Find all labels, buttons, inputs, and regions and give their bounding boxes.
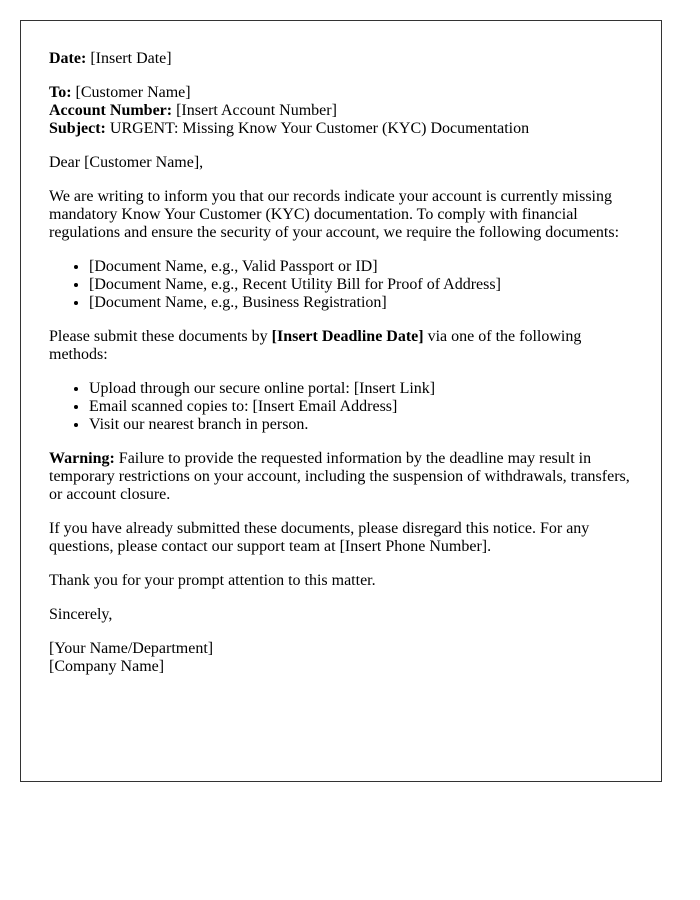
to-value: [Customer Name]	[75, 84, 191, 101]
signature-name: [Your Name/Department]	[49, 640, 214, 657]
deadline: [Insert Deadline Date]	[271, 328, 424, 345]
warning-label: Warning:	[49, 450, 115, 467]
intro-paragraph: We are writing to inform you that our records indicate your account is currently missing mandatory Know Your Customer (KYC) documentation. To comply with financial regulations and ensure the security of your account, we require the following documents:	[49, 188, 620, 241]
list-item: • Visit our nearest branch in person.	[89, 416, 633, 434]
subject-value: URGENT: Missing Know Your Customer (KYC) Documentation	[109, 120, 530, 137]
subject-label: Subject:	[49, 120, 106, 137]
account-label: Account Number:	[49, 102, 173, 119]
greeting: Dear [Customer Name],	[49, 154, 204, 171]
list-item: • [Document Name, e.g., Business Registration]	[89, 294, 633, 312]
closing: Sincerely,	[49, 606, 113, 623]
already-submitted-paragraph: If you have already submitted these documents, please disregard this notice. For any questions, please contact our support team at [Insert Phone Number].	[49, 520, 590, 555]
list-item: • Email scanned copies to: [Insert Email Address]	[89, 398, 633, 416]
submit-paragraph	[49, 328, 633, 364]
warning-text: Failure to provide the requested information by the deadline may result in temporary restrictions on your account, including the suspension of withdrawals, transfers, or account closure.	[49, 450, 630, 503]
list-item: • Upload through our secure online portal: [Insert Link]	[89, 380, 633, 398]
signature	[49, 640, 633, 676]
methods-list	[49, 380, 633, 434]
documents-list	[49, 258, 633, 312]
account-value: [Insert Account Number]	[176, 102, 337, 119]
thanks-paragraph: Thank you for your prompt attention to this matter.	[49, 572, 376, 589]
list-item: • [Document Name, e.g., Valid Passport or ID]	[89, 258, 633, 276]
date-value: [Insert Date]	[90, 50, 172, 67]
date-line	[49, 50, 633, 68]
submit-after: via one of the following methods:	[49, 328, 582, 363]
recipient-block	[49, 84, 633, 138]
signature-company: [Company Name]	[49, 658, 165, 675]
to-label: To:	[49, 84, 72, 101]
list-item: • [Document Name, e.g., Recent Utility Bill for Proof of Address]	[89, 276, 633, 294]
letter	[20, 20, 662, 782]
date-label: Date:	[49, 50, 87, 67]
submit-before: Please submit these documents by	[49, 328, 268, 345]
warning-paragraph	[49, 450, 633, 504]
